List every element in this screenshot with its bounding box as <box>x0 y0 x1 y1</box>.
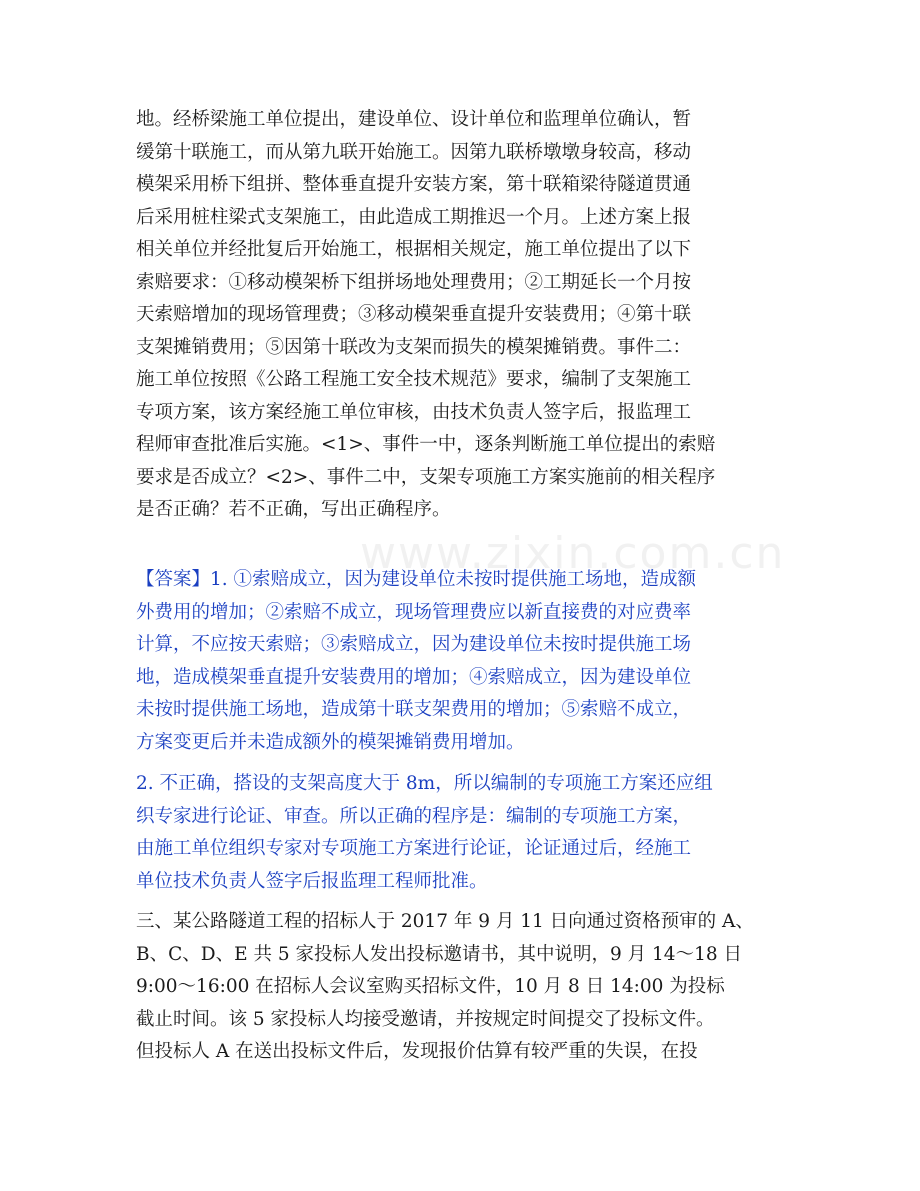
text-line: 是否正确？若不正确，写出正确程序。 <box>136 499 451 520</box>
text-line: 索赔要求：①移动模架桥下组拼场地处理费用；②工期延长一个月按 <box>136 271 692 293</box>
question-text <box>136 104 796 527</box>
text-line: 缓第十联施工，而从第九联开始施工。因第九联桥墩墩身较高，移动 <box>136 141 692 163</box>
text-line: 专项方案，该方案经施工单位审核，由技术负责人签字后，报监理工 <box>136 401 692 423</box>
text-line: 要求是否成立？<2>、事件二中，支架专项施工方案实施前的相关程序 <box>136 466 716 488</box>
answer-line: 地，造成模架垂直提升安装费用的增加；④索赔成立，因为建设单位 <box>136 666 692 688</box>
answer-part-1 <box>136 564 796 759</box>
text-line: 支架摊销费用；⑤因第十联改为支架而损失的模架摊销费。事件二： <box>136 336 692 358</box>
answer-line: 外费用的增加；②索赔不成立，现场管理费应以新直接费的对应费率 <box>136 601 692 623</box>
text-line: 但投标人 A 在送出投标文件后，发现报价估算有较严重的失误，在投 <box>136 1041 698 1062</box>
text-line: 三、某公路隧道工程的招标人于 2017 年 9 月 11 日向通过资格预审的 A、 <box>136 911 754 932</box>
text-line: 天索赔增加的现场管理费；③移动模架垂直提升安装费用；④第十联 <box>136 304 692 325</box>
answer-line: 由施工单位组织专家对专项施工方案进行论证，论证通过后，经施工 <box>136 838 692 859</box>
section-three-text <box>136 906 796 1069</box>
watermark: www.zixin.com.cn <box>360 528 786 579</box>
answer-line: 织专家进行论证、审查。所以正确的程序是：编制的专项施工方案， <box>136 805 692 827</box>
text-line: 后采用桩柱梁式支架施工，由此造成工期推迟一个月。上述方案上报 <box>136 206 692 228</box>
text-line: 程师审查批准后实施。<1>、事件一中，逐条判断施工单位提出的索赔 <box>136 434 716 455</box>
text-line: 截止时间。该 5 家投标人均接受邀请，并按规定时间提交了投标文件。 <box>136 1008 715 1030</box>
text-line: 模架采用桥下组拼、整体垂直提升安装方案，第十联箱梁待隧道贯通 <box>136 174 692 195</box>
answer-line: 计算，不应按天索赔；③索赔成立，因为建设单位未按时提供施工场 <box>136 634 692 655</box>
answer-part-2 <box>136 768 796 898</box>
text-line: B、C、D、E 共 5 家投标人发出投标邀请书，其中说明，9 月 14～18 日 <box>136 943 742 965</box>
answer-line: 未按时提供施工场地，造成第十联支架费用的增加；⑤索赔不成立， <box>136 699 692 720</box>
text-line: 9:00～16:00 在招标人会议室购买招标文件，10 月 8 日 14:00 为投标 <box>136 976 725 997</box>
text-line: 施工单位按照《公路工程施工安全技术规范》要求，编制了支架施工 <box>136 369 692 390</box>
answer-line: 单位技术负责人签字后报监理工程师批准。 <box>136 870 488 892</box>
answer-line: 方案变更后并未造成额外的模架摊销费用增加。 <box>136 731 525 753</box>
text-line: 地。经桥梁施工单位提出，建设单位、设计单位和监理单位确认，暂 <box>136 109 692 130</box>
text-line: 相关单位并经批复后开始施工，根据相关规定，施工单位提出了以下 <box>136 239 692 260</box>
answer-line: 【答案】1. ①索赔成立，因为建设单位未按时提供施工场地，造成额 <box>136 569 697 590</box>
answer-line: 2. 不正确，搭设的支架高度大于 8m，所以编制的专项施工方案还应组 <box>136 773 713 794</box>
